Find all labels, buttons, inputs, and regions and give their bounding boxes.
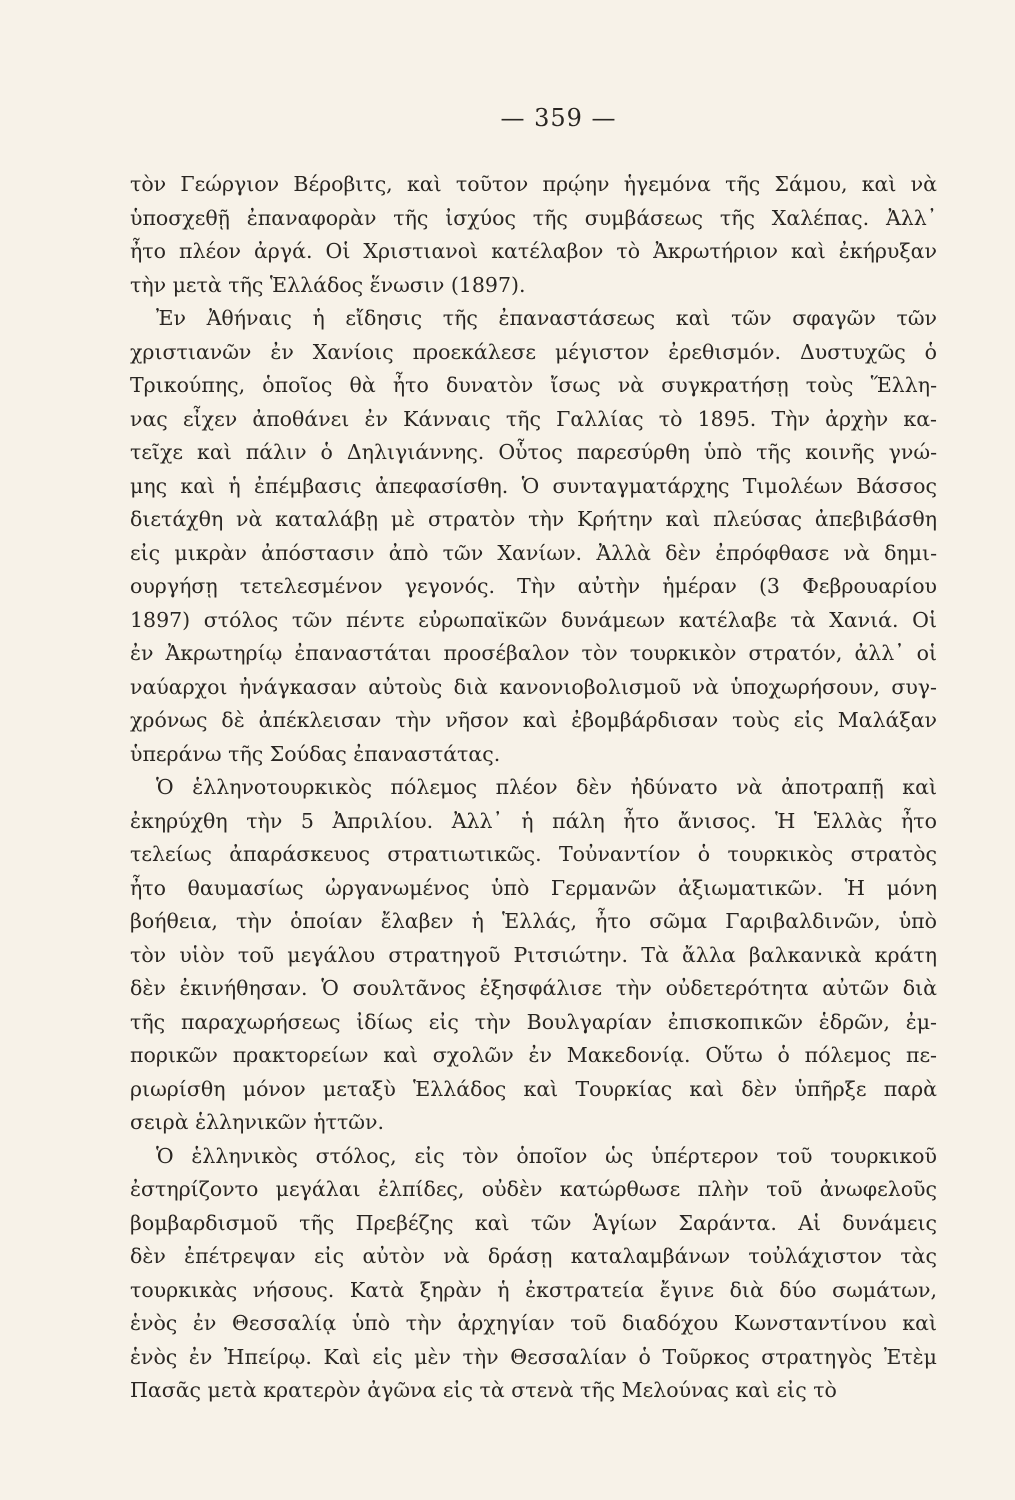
text-line: πορικῶν πρακτορείων καὶ σχολῶν ἐν Μακεδονίᾳ. Οὕτω ὁ πόλεμος πε- <box>130 1043 937 1067</box>
text-line: ἦτο θαυμασίως ὠργανωμένος ὑπὸ Γερμανῶν ἀξιωματικῶν. Ἡ μόνη <box>130 875 937 900</box>
text-line: ἦτο πλέον ἀργά. Οἱ Χριστιανοὶ κατέλαβον τὸ Ἀκρωτήριον καὶ ἐκήρυξαν <box>130 239 937 263</box>
page-number: — 359 — <box>500 104 617 132</box>
text-line: τὸν υἱὸν τοῦ μεγάλου στρατηγοῦ Ριτσιώτην. Τὰ ἄλλα βαλκανικὰ κράτη <box>130 942 937 967</box>
text-line: δὲν ἐκινήθησαν. Ὁ σουλτᾶνος ἐξησφάλισε τὴν οὐδετερότητα αὐτῶν διὰ <box>130 976 937 1000</box>
text-line: βομβαρδισμοῦ τῆς Πρεβέζης καὶ τῶν Ἁγίων Σαράντα. Αἱ δυνάμεις <box>130 1210 937 1235</box>
text-line: χρόνως δὲ ἀπέκλεισαν τὴν νῆσον καὶ ἐβομβάρδισαν τοὺς εἰς Μαλάξαν <box>130 708 937 732</box>
text-line: χριστιανῶν ἐν Χανίοις προεκάλεσε μέγιστον ἐρεθισμόν. Δυστυχῶς ὁ <box>130 339 937 364</box>
text-line: Ἐν Ἀθήναις ἡ εἴδησις τῆς ἐπαναστάσεως καὶ τῶν σφαγῶν τῶν <box>156 306 937 330</box>
text-line: τὴν μετὰ τῆς Ἑλλάδος ἕνωσιν (1897). <box>130 272 526 297</box>
text-line: νας εἶχεν ἀποθάνει ἐν Κάνναις τῆς Γαλλίας τὸ 1895. Τὴν ἀρχὴν κα- <box>130 406 937 431</box>
text-line: ριωρίσθη μόνον μεταξὺ Ἑλλάδος καὶ Τουρκίας καὶ δὲν ὑπῆρξε παρὰ <box>130 1076 937 1101</box>
text-line: ὑποσχεθῇ ἐπαναφορὰν τῆς ἰσχύος τῆς συμβάσεως τῆς Χαλέπας. Ἀλλ᾽ <box>130 205 937 230</box>
text-line: σειρὰ ἑλληνικῶν ἡττῶν. <box>130 1110 384 1134</box>
paragraph <box>130 302 937 771</box>
text-line: Ὁ ἑλληνοτουρκικὸς πόλεμος πλέον δὲν ἠδύνατο νὰ ἀποτραπῇ καὶ <box>156 775 937 799</box>
text-line: τεῖχε καὶ πάλιν ὁ Δηλιγιάννης. Οὗτος παρεσύρθη ὑπὸ τῆς κοινῆς γνώ- <box>130 440 937 464</box>
text-line: ἐκηρύχθη τὴν 5 Ἀπριλίου. Ἀλλ᾽ ἡ πάλη ἦτο ἄνισος. Ἡ Ἑλλὰς ἦτο <box>130 808 937 833</box>
text-line: διετάχθη νὰ καταλάβῃ μὲ στρατὸν τὴν Κρήτην καὶ πλεύσας ἀπεβιβάσθη <box>130 507 937 531</box>
text-line: ναύαρχοι ἠνάγκασαν αὐτοὺς διὰ κανονιοβολισμοῦ νὰ ὑποχωρήσουν, συγ- <box>130 674 937 699</box>
text-line: ὑπεράνω τῆς Σούδας ἐπαναστάτας. <box>130 741 501 766</box>
paragraph <box>130 1140 937 1408</box>
text-line: Τρικούπης, ὁποῖος θὰ ἦτο δυνατὸν ἴσως νὰ συγκρατήσῃ τοὺς Ἕλλη- <box>130 373 937 397</box>
text-line: τουρκικὰς νήσους. Κατὰ ξηρὰν ἡ ἐκστρατεία ἔγινε διὰ δύο σωμάτων, <box>130 1277 937 1302</box>
text-line: ἑνὸς ἐν Ἠπείρῳ. Καὶ εἰς μὲν τὴν Θεσσαλίαν ὁ Τοῦρκος στρατηγὸς Ἐτὲμ <box>130 1344 937 1369</box>
text-line: τῆς παραχωρήσεως ἰδίως εἰς τὴν Βουλγαρίαν ἐπισκοπικῶν ἑδρῶν, ἐμ- <box>130 1009 937 1034</box>
paragraph <box>130 168 937 302</box>
text-line: βοήθεια, τὴν ὁποίαν ἔλαβεν ἡ Ἑλλάς, ἦτο σῶμα Γαριβαλδινῶν, ὑπὸ <box>130 909 937 933</box>
paragraph <box>130 771 937 1140</box>
body-text <box>130 168 937 1408</box>
text-line: τὸν Γεώργιον Βέροβιτς, καὶ τοῦτον πρῴην ἡγεμόνα τῆς Σάμου, καὶ νὰ <box>130 172 937 196</box>
text-line: Ὁ ἑλληνικὸς στόλος, εἰς τὸν ὁποῖον ὡς ὑπέρτερον τοῦ τουρκικοῦ <box>156 1143 937 1168</box>
text-line: εἰς μικρὰν ἀπόστασιν ἀπὸ τῶν Χανίων. Ἀλλὰ δὲν ἐπρόφθασε νὰ δημι- <box>130 540 937 565</box>
text-line: 1897) στόλος τῶν πέντε εὐρωπαϊκῶν δυνάμεων κατέλαβε τὰ Χανιά. Οἱ <box>130 607 937 632</box>
text-line: Πασᾶς μετὰ κρατερὸν ἀγῶνα εἰς τὰ στενὰ τῆς Μελούνας καὶ εἰς τὸ <box>130 1378 837 1402</box>
text-line: ἑνὸς ἐν Θεσσαλίᾳ ὑπὸ τὴν ἀρχηγίαν τοῦ διαδόχου Κωνσταντίνου καὶ <box>130 1311 937 1335</box>
text-line: ουργήσῃ τετελεσμένον γεγονός. Τὴν αὐτὴν ἡμέραν (3 Φεβρουαρίου <box>130 574 937 598</box>
text-line: μης καὶ ἡ ἐπέμβασις ἀπεφασίσθη. Ὁ συνταγματάρχης Τιμολέων Βάσσος <box>130 473 937 498</box>
text-line: ἐστηρίζοντο μεγάλαι ἐλπίδες, οὐδὲν κατώρθωσε πλὴν τοῦ ἀνωφελοῦς <box>130 1177 937 1201</box>
text-line: δὲν ἐπέτρεψαν εἰς αὐτὸν νὰ δράσῃ καταλαμβάνων τοὐλάχιστον τὰς <box>130 1244 937 1268</box>
text-line: τελείως ἀπαράσκευος στρατιωτικῶς. Τοὐναντίον ὁ τουρκικὸς στρατὸς <box>130 842 937 866</box>
text-line: ἐν Ἀκρωτηρίῳ ἐπαναστάται προσέβαλον τὸν τουρκικὸν στρατόν, ἀλλ᾽ οἱ <box>130 641 937 665</box>
